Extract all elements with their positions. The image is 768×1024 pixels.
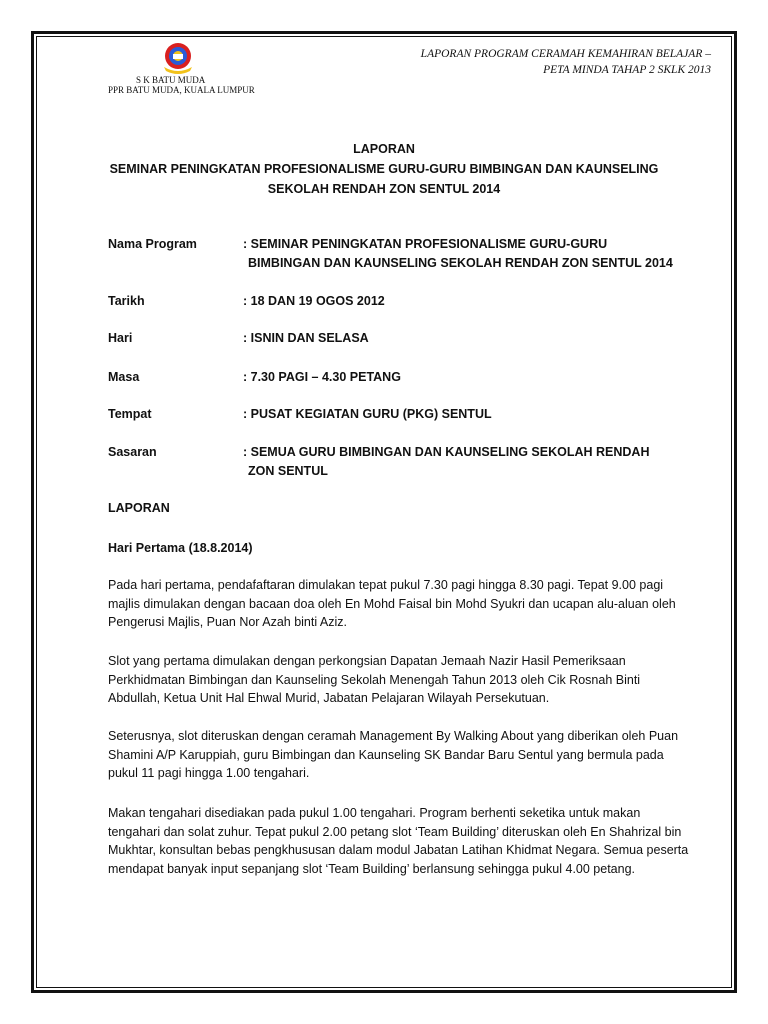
- field-value-tempat: : PUSAT KEGIATAN GURU (PKG) SENTUL: [243, 407, 492, 421]
- report-header-line1: LAPORAN PROGRAM CERAMAH KEMAHIRAN BELAJAR –: [420, 48, 711, 60]
- field-value-line1: : SEMUA GURU BIMBINGAN DAN KAUNSELING SEKOLAH RENDAH: [243, 445, 650, 459]
- school-address: PPR BATU MUDA, KUALA LUMPUR: [108, 85, 255, 95]
- title-line2: SEMINAR PENINGKATAN PROFESIONALISME GURU-GURU BIMBINGAN DAN KAUNSELING: [109, 162, 659, 176]
- title-line1: LAPORAN: [353, 142, 415, 156]
- field-label-nama-program: Nama Program: [108, 237, 197, 251]
- field-label-tarikh: Tarikh: [108, 294, 145, 308]
- field-label-sasaran: Sasaran: [108, 445, 157, 459]
- school-logo-icon: [159, 41, 197, 75]
- field-label-hari: Hari: [108, 331, 133, 345]
- paragraph-3: Seterusnya, slot diteruskan dengan ceramah Management By Walking About yang diberikan oleh Puan Shamini A/P Karuppiah, guru Bimbingan dan Kaunseling SK Bandar Baru Sentul yang bermula pada pukul 11 pagi hingga 1.00 tengahari.: [108, 729, 679, 780]
- document-title: [40, 139, 728, 199]
- school-name: S K BATU MUDA: [136, 75, 206, 85]
- report-header-line2: PETA MINDA TAHAP 2 SKLK 2013: [543, 64, 711, 76]
- field-value-line1: : SEMINAR PENINGKATAN PROFESIONALISME GURU-GURU: [243, 237, 608, 251]
- school-info: [108, 75, 255, 95]
- field-label-masa: Masa: [108, 370, 140, 384]
- paragraph-2: Slot yang pertama dimulakan dengan perkongsian Dapatan Jemaah Nazir Hasil Pemeriksaan Perkhidmatan Bimbingan dan Kaunseling Sekolah Menengah Tahun 2013 oleh Cik Rosnah Binti Abdullah, Ketua Unit Hal Ehwal Murid, Jabatan Pelajaran Wilayah Persekutuan.: [108, 654, 641, 705]
- field-value-nama-program: [243, 235, 693, 273]
- field-value-masa: : 7.30 PAGI – 4.30 PETANG: [243, 370, 401, 384]
- field-label-tempat: Tempat: [108, 407, 152, 421]
- field-value-sasaran: [243, 443, 693, 481]
- paragraph-4: Makan tengahari disediakan pada pukul 1.00 tengahari. Program berhenti seketika untuk makan tengahari dan solat zuhur. Tepat pukul 2.00 petang slot ‘Team Building’ diteruskan oleh En Shahrizal bin Mukhtar, konsultan bebas pengkhususan dalam modul Jabatan Latihan Khidmat Negara. Semua peserta mendapat banyak input sepanjang slot ‘Team Building’ berlansung sehingga pukul 4.00 petang.: [108, 806, 689, 876]
- report-header: [421, 46, 711, 78]
- field-value-line2: BIMBINGAN DAN KAUNSELING SEKOLAH RENDAH ZON SENTUL 2014: [248, 256, 673, 270]
- day-heading: Hari Pertama (18.8.2014): [108, 541, 253, 555]
- field-value-line2: ZON SENTUL: [248, 464, 328, 478]
- report-heading: LAPORAN: [108, 501, 170, 515]
- paragraph-1: Pada hari pertama, pendafaftaran dimulakan tepat pukul 7.30 pagi hingga 8.30 pagi. Tepat 9.00 pagi majlis dimulakan dengan bacaan doa oleh En Mohd Faisal bin Mohd Syukri dan ucapan alu-aluan oleh Pengerusi Majlis, Puan Nor Azah binti Aziz.: [108, 578, 676, 629]
- title-line3: SEKOLAH RENDAH ZON SENTUL 2014: [267, 182, 501, 196]
- field-value-hari: : ISNIN DAN SELASA: [243, 331, 369, 345]
- field-value-tarikh: : 18 DAN 19 OGOS 2012: [243, 294, 385, 308]
